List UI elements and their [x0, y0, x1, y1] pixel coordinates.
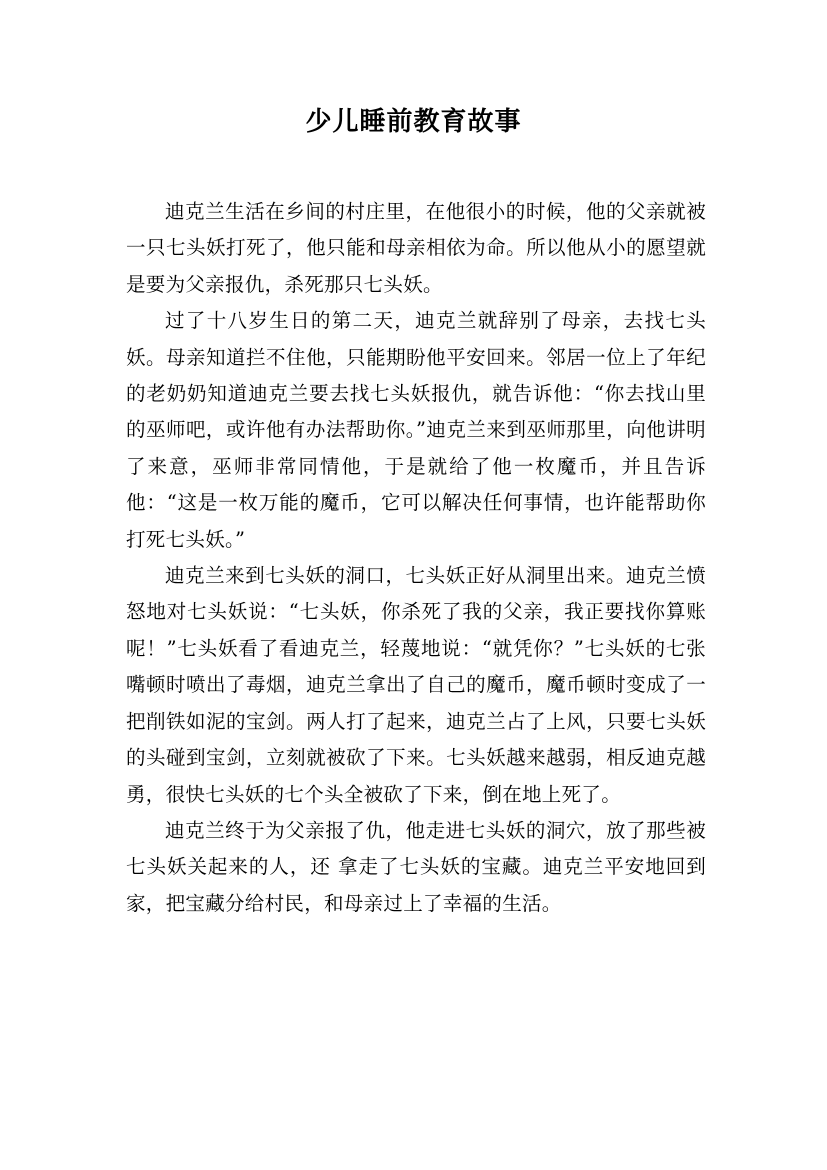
document-body [126, 194, 706, 922]
paragraph: 迪克兰来到七头妖的洞口，七头妖正好从洞里出来。迪克兰愤怒地对七头妖说：“七头妖，你杀死了我的父亲，我正要找你算账呢！”七头妖看了看迪克兰，轻蔑地说：“就凭你？”七头妖的七张嘴顿时喷出了毒烟，迪克兰拿出了自己的魔币，魔币顿时变成了一把削铁如泥的宝剑。两人打了起来，迪克兰占了上风，只要七头妖的头碰到宝剑，立刻就被砍了下来。七头妖越来越弱，相反迪克越勇，很快七头妖的七个头全被砍了下来，倒在地上死了。 [126, 564, 706, 806]
paragraph: 迪克兰终于为父亲报了仇，他走进七头妖的洞穴，放了那些被七头妖关起来的人，还 拿走了七头妖的宝藏。迪克兰平安地回到家，把宝藏分给村民，和母亲过上了幸福的生活。 [126, 818, 706, 915]
document-title: 少儿睡前教育故事 [305, 107, 522, 137]
paragraph: 迪克兰生活在乡间的村庄里，在他很小的时候，他的父亲就被一只七头妖打死了，他只能和母亲相依为命。所以他从小的愿望就是要为父亲报仇，杀死那只七头妖。 [126, 200, 706, 296]
paragraph: 过了十八岁生日的第二天，迪克兰就辞别了母亲，去找七头妖。母亲知道拦不住他，只能期盼他平安回来。邻居一位上了年纪的老奶奶知道迪克兰要去找七头妖报仇，就告诉他：“你去找山里的巫师吧，或许他有办法帮助你。”迪克兰来到巫师那里，向他讲明了来意，巫师非常同情他，于是就给了他一枚魔币，并且告诉他：“这是一枚万能的魔币，它可以解决任何事情，也许能帮助你打死七头妖。” [126, 309, 706, 551]
